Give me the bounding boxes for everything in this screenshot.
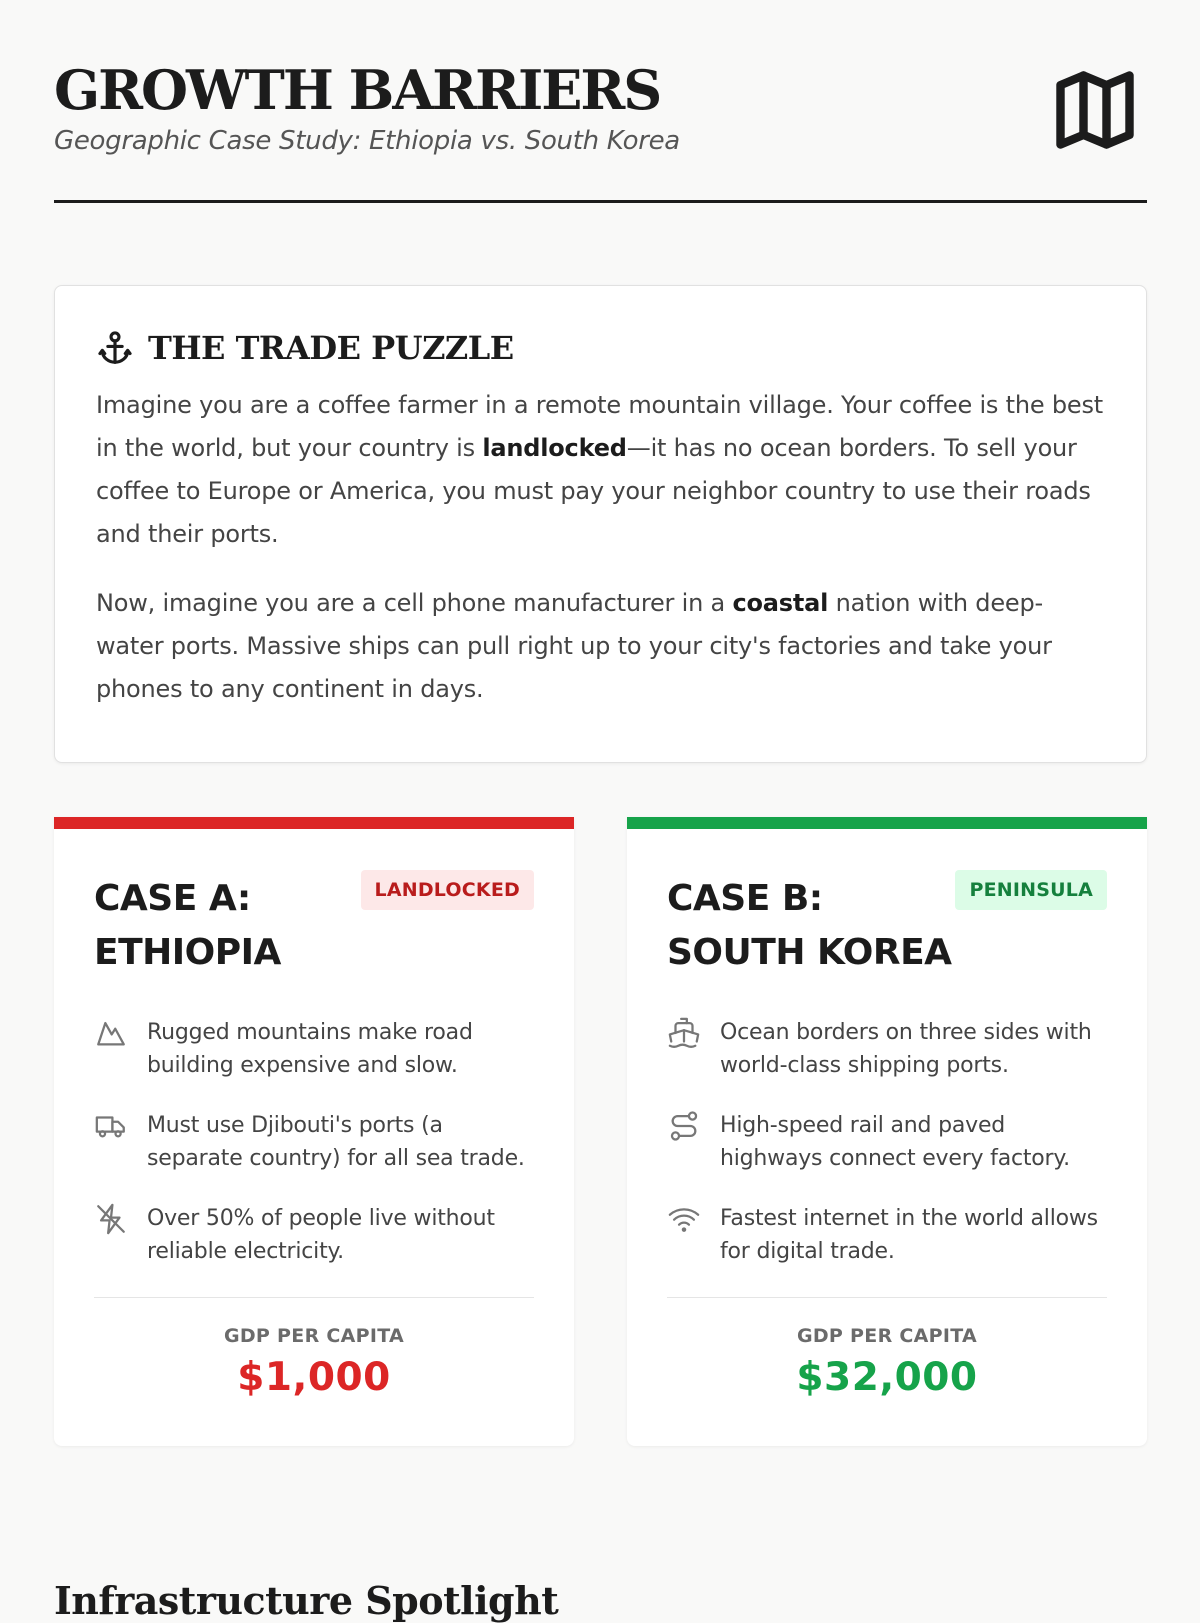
puzzle-paragraph-coastal bbox=[96, 582, 1106, 711]
route-icon bbox=[667, 1109, 701, 1143]
case-title bbox=[667, 872, 967, 980]
puzzle-emphasis-landlocked: landlocked bbox=[482, 434, 627, 462]
puzzle-text: Imagine you are a coffee farmer in a remote mountain village. Your coffee is the best in the world, but your country is bbox=[96, 391, 1103, 462]
case-accent-bar bbox=[54, 817, 574, 829]
status-badge: LANDLOCKED bbox=[361, 870, 534, 910]
feature-text: Over 50% of people live without reliable electricity. bbox=[147, 1206, 495, 1264]
anchor-icon bbox=[96, 329, 134, 367]
feature-text: High-speed rail and paved highways connect every factory. bbox=[720, 1113, 1070, 1171]
puzzle-text: Now, imagine you are a cell phone manufacturer in a bbox=[96, 589, 733, 617]
gdp-value: $1,000 bbox=[237, 1355, 391, 1400]
puzzle-text: nation with deep-water ports. Massive ships can pull right up to your city's factories and take your phones to any continent in days. bbox=[96, 589, 1052, 703]
page-header bbox=[54, 58, 1147, 203]
map-icon bbox=[1049, 64, 1141, 156]
trade-puzzle-card bbox=[54, 285, 1147, 763]
case-card-ethiopia bbox=[54, 817, 574, 1446]
feature-text: Rugged mountains make road building expensive and slow. bbox=[147, 1020, 473, 1078]
country-name: ETHIOPIA bbox=[94, 932, 281, 973]
case-title bbox=[94, 872, 394, 980]
case-card-south-korea bbox=[627, 817, 1147, 1446]
feature-text: Must use Djibouti's ports (a separate country) for all sea trade. bbox=[147, 1113, 525, 1171]
puzzle-paragraph-landlocked bbox=[96, 384, 1106, 556]
case-label: CASE A: bbox=[94, 878, 251, 919]
section-title-infrastructure: Infrastructure Spotlight bbox=[54, 1578, 559, 1623]
trade-puzzle-header bbox=[96, 326, 1106, 370]
gdp-label: GDP PER CAPITA bbox=[796, 1325, 978, 1347]
puzzle-emphasis-coastal: coastal bbox=[732, 589, 829, 617]
list-item bbox=[94, 1202, 534, 1268]
country-name: SOUTH KOREA bbox=[667, 932, 952, 973]
page-subtitle: Geographic Case Study: Ethiopia vs. South Korea bbox=[54, 126, 680, 156]
puzzle-text: —it has no ocean borders. To sell your coffee to Europe or America, you must pay your neighbor country to use their roads and their ports. bbox=[96, 434, 1091, 548]
feature-text: Fastest internet in the world allows for digital trade. bbox=[720, 1206, 1098, 1264]
list-item bbox=[94, 1016, 534, 1082]
case-accent-bar bbox=[627, 817, 1147, 829]
page-title: GROWTH BARRIERS bbox=[54, 58, 661, 122]
gdp-label: GDP PER CAPITA bbox=[223, 1325, 405, 1347]
ship-icon bbox=[667, 1016, 701, 1050]
status-badge: PENINSULA bbox=[955, 870, 1107, 910]
divider bbox=[667, 1297, 1107, 1298]
trade-puzzle-title: THE TRADE PUZZLE bbox=[148, 329, 514, 367]
list-item bbox=[94, 1109, 534, 1175]
no-electricity-icon bbox=[94, 1202, 128, 1236]
feature-list bbox=[667, 1016, 1107, 1268]
wifi-icon bbox=[667, 1202, 701, 1236]
feature-list bbox=[94, 1016, 534, 1268]
list-item bbox=[667, 1202, 1107, 1268]
list-item bbox=[667, 1016, 1107, 1082]
truck-icon bbox=[94, 1109, 128, 1143]
list-item bbox=[667, 1109, 1107, 1175]
mountain-icon bbox=[94, 1016, 128, 1050]
case-label: CASE B: bbox=[667, 878, 823, 919]
divider bbox=[94, 1297, 534, 1298]
feature-text: Ocean borders on three sides with world-class shipping ports. bbox=[720, 1020, 1092, 1078]
gdp-value: $32,000 bbox=[796, 1355, 978, 1400]
